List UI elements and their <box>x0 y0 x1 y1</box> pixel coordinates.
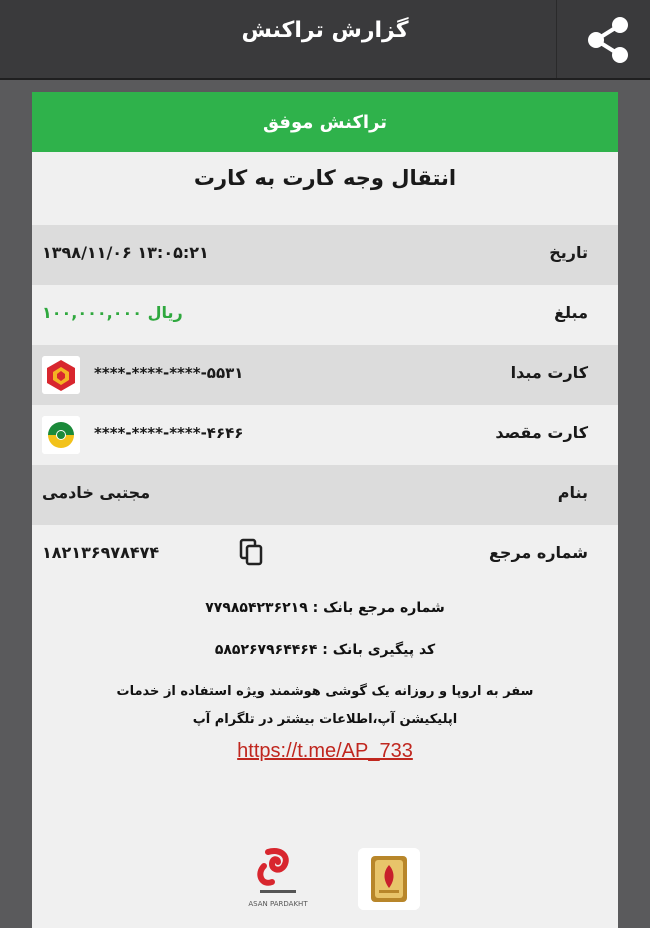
date-label: تاریخ <box>549 243 588 262</box>
amount-value: ۱۰۰,۰۰۰,۰۰۰ ریال <box>42 303 183 322</box>
name-value: مجتبی خادمی <box>42 483 151 502</box>
name-label: بنام <box>557 483 588 502</box>
tracking-code-text: کد پیگیری بانک : ۵۸۵۲۶۷۹۶۴۴۶۴ <box>214 642 436 658</box>
promo-line-2: اپلیکیشن آپ،اطلاعات بیشتر در تلگرام آپ <box>192 712 458 727</box>
row-source-card <box>32 345 618 405</box>
toolbar-divider <box>556 0 557 78</box>
share-button[interactable] <box>578 14 638 66</box>
row-date <box>32 225 618 285</box>
page-title: گزارش تراکنش <box>241 18 409 43</box>
dest-card-number: ****-****-****-۴۶۴۶ <box>94 424 244 442</box>
share-icon <box>585 15 631 65</box>
receipt-card <box>32 92 618 928</box>
bank-melli-logo <box>358 848 420 910</box>
date-value: ۱۳۹۸/۱۱/۰۶ ۱۳:۰۵:۲۱ <box>42 243 209 262</box>
asan-pardakht-caption: ASAN PARDAKHT <box>248 900 308 908</box>
copy-icon[interactable] <box>238 537 266 567</box>
row-dest-card <box>32 405 618 465</box>
asan-pardakht-logo <box>246 846 310 910</box>
amount-label: مبلغ <box>554 303 588 322</box>
bank-logo-green <box>42 416 80 454</box>
telegram-link[interactable]: https://t.me/AP_733 <box>237 740 413 762</box>
row-amount <box>32 285 618 345</box>
status-banner: تراکنش موفق <box>32 92 618 152</box>
row-name <box>32 465 618 525</box>
transaction-type-heading: انتقال وجه کارت به کارت <box>193 166 457 190</box>
dest-card-label: کارت مقصد <box>495 423 588 442</box>
reference-label: شماره مرجع <box>488 543 588 562</box>
source-card-label: کارت مبدا <box>510 363 588 382</box>
row-reference <box>32 525 618 585</box>
source-card-number: ****-****-****-۵۵۳۱ <box>94 364 244 382</box>
reference-value: ۱۸۲۱۳۶۹۷۸۴۷۴ <box>42 543 160 562</box>
promo-line-1: سفر به اروپا و روزانه یک گوشی هوشمند ویژه استفاده از خدمات <box>116 684 534 699</box>
bank-mellat-logo <box>42 356 80 394</box>
top-bar <box>0 0 650 80</box>
bank-reference-text: شماره مرجع بانک : ۷۷۹۸۵۴۲۳۶۲۱۹ <box>205 600 445 616</box>
